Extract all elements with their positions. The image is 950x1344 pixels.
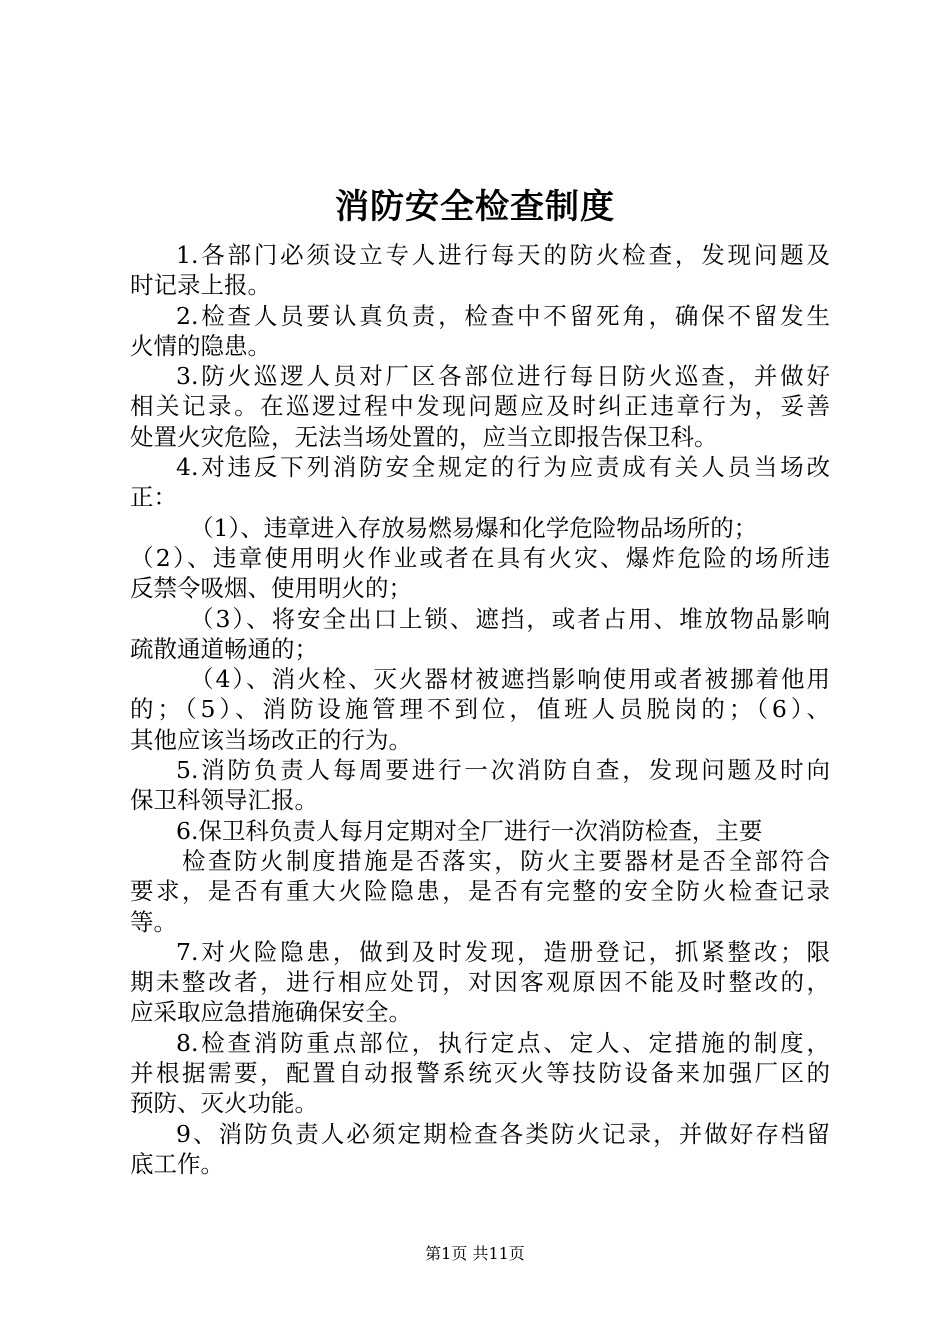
paragraph-line: 期未整改者，进行相应处罚，对因客观原因不能及时整改的， — [130, 968, 830, 997]
paragraph-line: （4）、消火栓、灭火器材被遮挡影响使用或者被挪着他用 — [190, 665, 830, 694]
paragraph-line: （2）、违章使用明火作业或者在具有火灾、爆炸危险的场所违 — [130, 543, 830, 572]
paragraph-line: 8.检查消防重点部位，执行定点、定人、定措施的制度， — [176, 1028, 830, 1057]
paragraph-line: 反禁令吸烟、使用明火的； — [130, 574, 412, 603]
paragraph-line: 3.防火巡逻人员对厂区各部位进行每日防火巡查，并做好 — [176, 362, 830, 391]
paragraph-line: 时记录上报。 — [130, 271, 271, 300]
paragraph-line: 正： — [130, 483, 177, 512]
paragraph-line: 4.对违反下列消防安全规定的行为应责成有关人员当场改 — [176, 453, 830, 482]
paragraph-line: 检查防火制度措施是否落实，防火主要器材是否全部符合 — [182, 846, 830, 875]
paragraph-line: 要求，是否有重大火险隐患，是否有完整的安全防火检查记录 — [130, 877, 830, 906]
paragraph-line: 处置火灾危险，无法当场处置的，应当立即报告保卫科。 — [130, 422, 718, 451]
paragraph-line: 7.对火险隐患，做到及时发现，造册登记，抓紧整改；限 — [176, 937, 830, 966]
paragraph-line: （3）、将安全出口上锁、遮挡，或者占用、堆放物品影响 — [190, 604, 830, 633]
paragraph-line: 6.保卫科负责人每月定期对全厂进行一次消防检查，主要 — [176, 816, 763, 845]
paragraph-line: 其他应该当场改正的行为。 — [130, 725, 412, 754]
paragraph-line: 火情的隐患。 — [130, 331, 271, 360]
paragraph-line: 1.各部门必须设立专人进行每天的防火检查，发现问题及 — [176, 241, 830, 269]
paragraph-line: （1）、违章进入存放易燃易爆和化学危险物品场所的； — [190, 513, 758, 542]
page-footer: 第1页 共11页 — [425, 1244, 525, 1263]
document-body — [130, 240, 830, 1179]
page-title: 消防安全检查制度 — [335, 187, 615, 227]
paragraph-line: 5.消防负责人每周要进行一次消防自查，发现问题及时向 — [176, 756, 830, 785]
paragraph-line: 2.检查人员要认真负责，检查中不留死角，确保不留发生 — [176, 301, 830, 330]
paragraph-line: 并根据需要，配置自动报警系统灭火等技防设备来加强厂区的 — [130, 1059, 830, 1088]
paragraph-line: 预防、灭火功能。 — [130, 1089, 318, 1118]
paragraph-line: 等。 — [130, 907, 177, 936]
paragraph-line: 疏散通道畅通的； — [130, 634, 318, 663]
paragraph-line: 相关记录。在巡逻过程中发现问题应及时纠正违章行为，妥善 — [130, 392, 830, 421]
paragraph-line: 底工作。 — [130, 1149, 224, 1178]
paragraph-line: 保卫科领导汇报。 — [130, 786, 318, 815]
paragraph-line: 9、消防负责人必须定期检查各类防火记录，并做好存档留 — [176, 1119, 830, 1148]
paragraph-line: 的；（5）、消防设施管理不到位，值班人员脱岗的；（6）、 — [130, 695, 830, 724]
paragraph-line: 应采取应急措施确保安全。 — [130, 998, 412, 1027]
